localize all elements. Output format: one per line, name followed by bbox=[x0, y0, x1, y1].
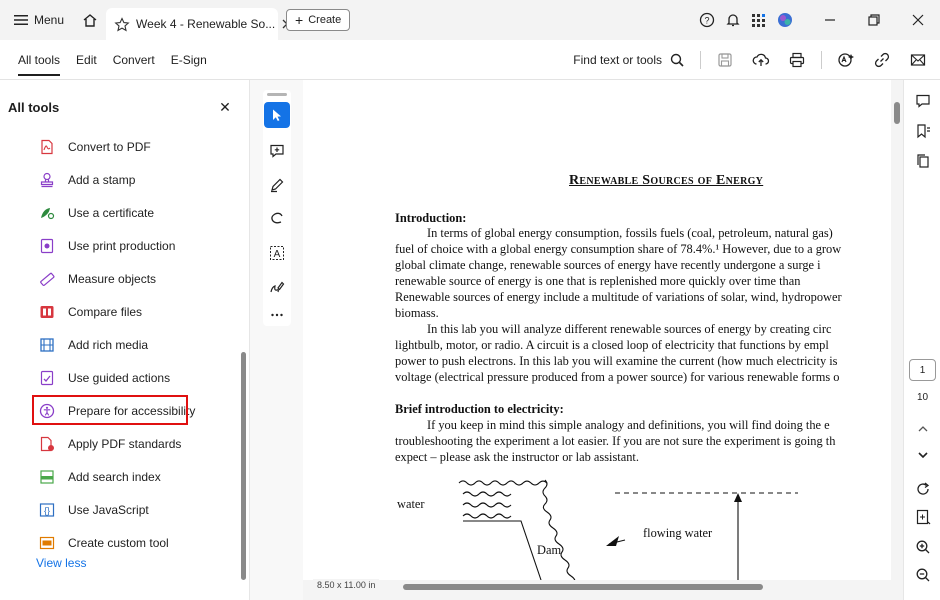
tool-add-rich-media[interactable] bbox=[0, 328, 249, 361]
panel-scrollbar-thumb[interactable] bbox=[241, 352, 246, 580]
custom-tool-icon bbox=[38, 534, 56, 552]
certificate-icon bbox=[38, 204, 56, 222]
guided-actions-icon bbox=[38, 369, 56, 387]
diagram-dam-label: Dam bbox=[537, 543, 562, 557]
search-icon bbox=[670, 53, 684, 67]
intro-line: lightbulb, motor, or radio. A circuit is a closed loop of electricity that functions by empl bbox=[395, 338, 829, 352]
page-size-label: 8.50 x 11.00 in bbox=[313, 579, 379, 591]
home-button[interactable] bbox=[74, 0, 106, 40]
next-page-button[interactable] bbox=[912, 444, 934, 466]
svg-text:A: A bbox=[273, 249, 281, 260]
text-box-icon bbox=[269, 245, 285, 261]
tool-label: Use guided actions bbox=[68, 370, 171, 385]
convert-pdf-icon bbox=[38, 138, 56, 156]
zoom-out-button[interactable] bbox=[912, 564, 934, 586]
tool-prepare-accessibility[interactable] bbox=[0, 394, 249, 427]
electricity-line: expect – please ask the instructor or lab assistant. bbox=[395, 450, 639, 464]
water-wave bbox=[459, 481, 547, 485]
plus-icon: + bbox=[295, 12, 304, 28]
copy-link-button[interactable] bbox=[866, 46, 898, 74]
cursor-icon bbox=[270, 108, 284, 122]
tool-apply-pdf-standards[interactable] bbox=[0, 427, 249, 460]
tab-esign[interactable]: E-Sign bbox=[170, 52, 207, 67]
draw-tool[interactable] bbox=[264, 206, 290, 232]
intro-line: global climate change, renewable sources of energy have recently undergone a surge i bbox=[395, 258, 821, 272]
ai-assistant-button[interactable] bbox=[830, 46, 862, 74]
water-wave bbox=[463, 503, 511, 507]
chevron-down-icon bbox=[917, 449, 929, 461]
select-tool-button[interactable] bbox=[264, 102, 290, 128]
all-tools-panel bbox=[0, 80, 250, 600]
upload-cloud-button[interactable] bbox=[745, 46, 777, 74]
horizontal-scroll-thumb[interactable] bbox=[403, 584, 763, 590]
document-vertical-scrollbar[interactable] bbox=[891, 80, 903, 580]
fit-page-icon bbox=[915, 509, 931, 525]
tool-label: Apply PDF standards bbox=[68, 436, 182, 451]
tool-label: Compare files bbox=[68, 304, 143, 319]
email-button[interactable] bbox=[902, 46, 934, 74]
spillway-wave bbox=[543, 480, 575, 584]
water-wave bbox=[463, 514, 511, 518]
link-icon bbox=[874, 52, 890, 68]
pen-icon bbox=[269, 177, 285, 193]
panel-title: All tools bbox=[8, 99, 60, 115]
bell-icon[interactable] bbox=[720, 7, 746, 33]
tool-print-production[interactable] bbox=[0, 229, 249, 262]
tab-edit[interactable]: Edit bbox=[76, 52, 97, 67]
tab-all-tools[interactable]: All tools bbox=[10, 40, 68, 80]
close-icon bbox=[911, 13, 925, 27]
help-icon[interactable] bbox=[694, 7, 720, 33]
print-button[interactable] bbox=[781, 46, 813, 74]
view-less-link[interactable]: View less bbox=[36, 556, 87, 570]
comment-add-icon bbox=[269, 143, 285, 159]
electricity-line: troubleshooting the experiment a lot easier. If you are not sure the experiment is going th bbox=[395, 434, 836, 448]
create-label: Create bbox=[308, 14, 342, 26]
zoom-in-button[interactable] bbox=[912, 536, 934, 558]
find-text-tools[interactable] bbox=[565, 53, 692, 67]
save-button[interactable] bbox=[709, 46, 741, 74]
right-rail bbox=[903, 80, 940, 600]
tool-label: Add rich media bbox=[68, 337, 149, 352]
pages-icon bbox=[915, 153, 931, 169]
minimize-icon bbox=[823, 13, 837, 27]
panel-close-icon[interactable]: ✕ bbox=[219, 98, 231, 115]
bookmarks-panel-button[interactable] bbox=[912, 120, 934, 142]
refresh-button[interactable] bbox=[912, 478, 934, 500]
panel-scrollbar[interactable] bbox=[240, 120, 248, 580]
intro-line: power to push electrons. In this lab you will examine the current (how much electricity is bbox=[395, 354, 838, 368]
svg-text:{}: {} bbox=[43, 505, 51, 516]
diagram-flowing-label: flowing water bbox=[643, 526, 713, 540]
intro-line: Renewable sources of energy include a multitude of variations of solar, wind, hydropower bbox=[395, 290, 842, 304]
quick-tools-bar bbox=[250, 80, 303, 600]
measure-icon bbox=[38, 270, 56, 288]
intro-line: fuel of choice with a global energy consumption share of 78.4%.¹ However, due to a grow bbox=[395, 242, 842, 256]
rotate-icon bbox=[915, 481, 931, 497]
mail-icon bbox=[910, 52, 926, 68]
hamburger-icon bbox=[14, 14, 28, 26]
diagram-water-label: water bbox=[397, 497, 425, 511]
add-comment-tool[interactable] bbox=[264, 138, 290, 164]
document-title: Renewable Sources of Energy bbox=[569, 173, 764, 188]
sign-tool[interactable] bbox=[264, 274, 290, 300]
bookmark-icon bbox=[915, 123, 931, 139]
total-pages: 10 bbox=[916, 392, 929, 403]
pages-panel-button[interactable] bbox=[912, 150, 934, 172]
main-toolbar bbox=[0, 40, 940, 80]
more-icon bbox=[269, 307, 285, 323]
chevron-up-icon bbox=[917, 423, 929, 435]
document-viewer[interactable] bbox=[303, 80, 903, 600]
electricity-line: If you keep in mind this simple analogy and definitions, you will find doing the e bbox=[427, 418, 830, 432]
tool-create-custom-tool[interactable] bbox=[0, 526, 249, 559]
close-window-button[interactable] bbox=[896, 0, 940, 40]
tool-add-search-index[interactable] bbox=[0, 460, 249, 493]
cloud-upload-icon bbox=[752, 52, 770, 68]
toolbar-divider bbox=[700, 51, 701, 69]
create-button[interactable] bbox=[286, 9, 350, 31]
svg-text:?: ? bbox=[704, 15, 710, 26]
rich-media-icon bbox=[38, 336, 56, 354]
tool-label: Prepare for accessibility bbox=[68, 403, 196, 418]
accessibility-icon bbox=[38, 402, 56, 420]
compare-icon bbox=[38, 303, 56, 321]
water-wave bbox=[463, 492, 511, 496]
restore-icon bbox=[867, 13, 881, 27]
home-icon bbox=[82, 13, 98, 28]
find-label: Find text or tools bbox=[573, 52, 662, 67]
tool-label: Use print production bbox=[68, 238, 176, 253]
toolbar-divider bbox=[821, 51, 822, 69]
tool-guided-actions[interactable] bbox=[0, 361, 249, 394]
text-box-tool[interactable] bbox=[264, 240, 290, 266]
document-horizontal-scrollbar[interactable] bbox=[303, 580, 903, 600]
electricity-heading: Brief introduction to electricity: bbox=[395, 402, 564, 416]
comments-icon bbox=[915, 93, 931, 109]
tool-label: Use JavaScript bbox=[68, 502, 149, 517]
tool-label: Add a stamp bbox=[68, 172, 136, 187]
title-bar bbox=[0, 0, 940, 40]
dam-diagram bbox=[393, 476, 833, 580]
intro-line: biomass. bbox=[395, 306, 439, 320]
tool-label: Use a certificate bbox=[68, 205, 155, 220]
vertical-scroll-thumb[interactable] bbox=[894, 102, 900, 124]
search-index-icon bbox=[38, 468, 56, 486]
previous-page-button[interactable] bbox=[912, 418, 934, 440]
freehand-icon bbox=[269, 211, 285, 227]
menu-button[interactable] bbox=[0, 0, 74, 40]
menu-label: Menu bbox=[34, 13, 65, 27]
print-production-icon bbox=[38, 237, 56, 255]
intro-line: renewable source of energy is one that is replenished more quickly over time than bbox=[395, 274, 801, 288]
fit-page-button[interactable] bbox=[912, 506, 934, 528]
highlight-tool[interactable] bbox=[264, 172, 290, 198]
intro-line: In terms of global energy consumption, fossils fuels (coal, petroleum, natural gas) bbox=[427, 226, 833, 240]
tool-label: Measure objects bbox=[68, 271, 157, 286]
tool-label: Convert to PDF bbox=[68, 139, 151, 154]
javascript-icon bbox=[38, 501, 56, 519]
drag-handle[interactable] bbox=[267, 93, 287, 96]
signature-icon bbox=[269, 279, 285, 295]
save-icon bbox=[717, 52, 733, 68]
intro-line: In this lab you will analyze different renewable sources of energy by creating circ bbox=[427, 322, 832, 336]
minimize-button[interactable] bbox=[808, 0, 852, 40]
intro-line: voltage (electrical pressure produced from a power source) for various renewable forms o bbox=[395, 370, 840, 384]
tab-title: Week 4 - Renewable So... bbox=[136, 17, 276, 31]
pdf-page bbox=[303, 80, 891, 580]
tool-use-certificate[interactable] bbox=[0, 196, 249, 229]
tool-list bbox=[0, 130, 249, 559]
intro-heading: Introduction: bbox=[395, 211, 467, 225]
tool-label: Add search index bbox=[68, 469, 161, 484]
current-page-input[interactable]: 1 bbox=[909, 359, 936, 381]
stamp-icon bbox=[38, 171, 56, 189]
printer-icon bbox=[789, 52, 805, 68]
pdf-standards-icon bbox=[38, 435, 56, 453]
dam-wall bbox=[463, 521, 541, 580]
restore-button[interactable] bbox=[852, 0, 896, 40]
flow-arrowhead bbox=[606, 536, 619, 546]
tool-label: Create custom tool bbox=[68, 535, 169, 550]
apps-grid-icon[interactable] bbox=[746, 7, 772, 33]
tab-convert[interactable]: Convert bbox=[112, 52, 155, 67]
more-tools-button[interactable] bbox=[264, 302, 290, 328]
ai-assistant-icon bbox=[837, 52, 855, 68]
tool-add-stamp[interactable] bbox=[0, 163, 249, 196]
tool-compare-files[interactable] bbox=[0, 295, 249, 328]
zoom-in-icon bbox=[915, 539, 931, 555]
comments-panel-button[interactable] bbox=[912, 90, 934, 112]
zoom-out-icon bbox=[915, 567, 931, 583]
user-avatar-icon[interactable] bbox=[772, 7, 798, 33]
tool-measure-objects[interactable] bbox=[0, 262, 249, 295]
star-icon[interactable] bbox=[114, 17, 130, 32]
document-tab[interactable] bbox=[106, 8, 278, 40]
height-arrowhead bbox=[734, 493, 742, 502]
tool-convert-to-pdf[interactable] bbox=[0, 130, 249, 163]
tool-use-javascript[interactable] bbox=[0, 493, 249, 526]
